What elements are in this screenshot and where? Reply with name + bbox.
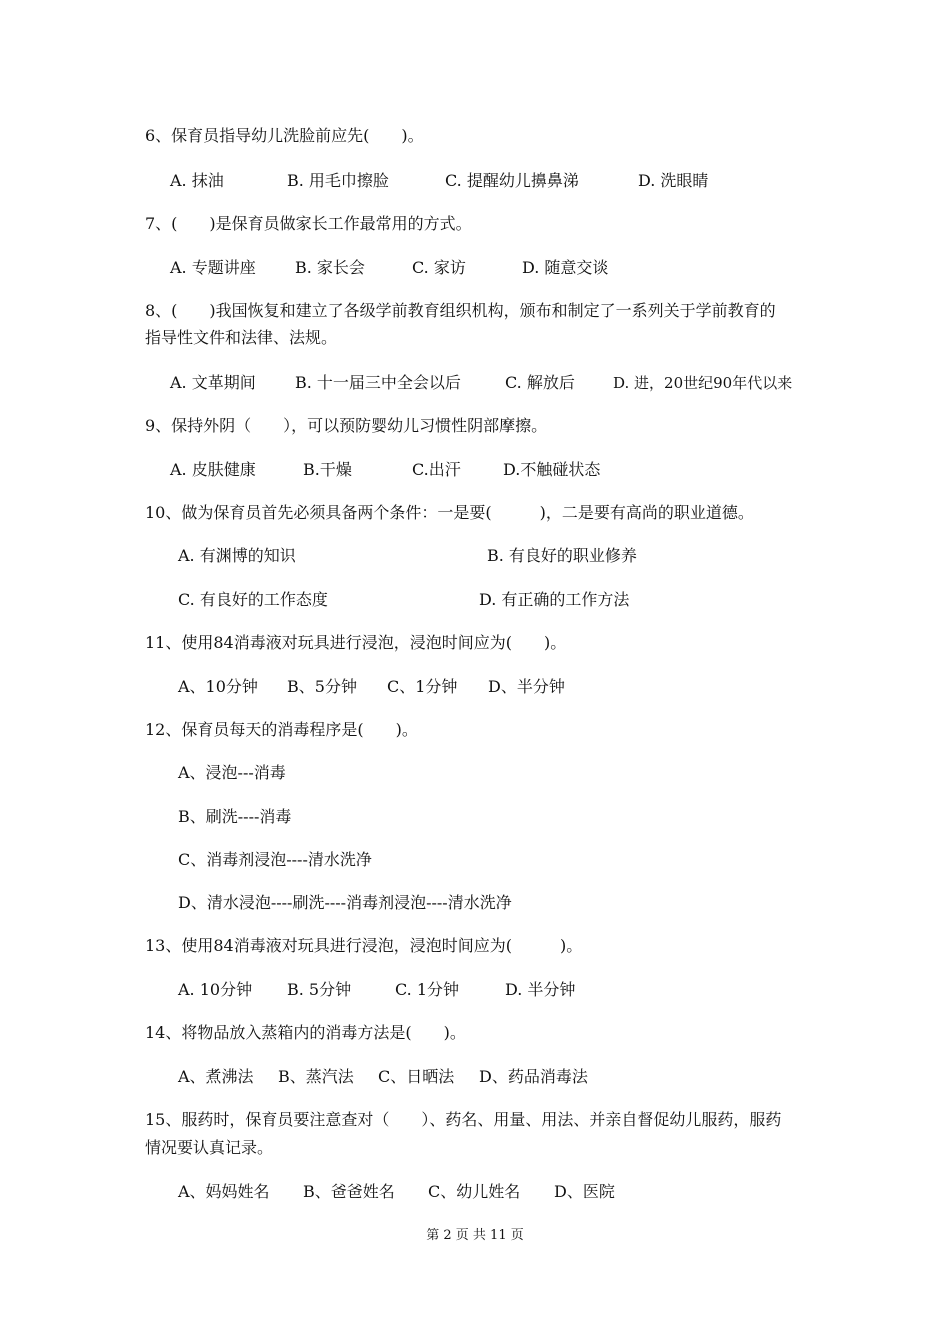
- question-11: 11、使用84消毒液对玩具进行浸泡，浸泡时间应为( )。: [145, 633, 567, 652]
- option-10c: C. 有良好的工作态度: [178, 590, 328, 609]
- option-10b: B. 有良好的职业修养: [487, 546, 637, 565]
- option-6b: B. 用毛巾擦脸: [287, 171, 389, 190]
- option-11d: D、半分钟: [488, 677, 565, 696]
- question-6: 6、保育员指导幼儿洗脸前应先( )。: [145, 126, 424, 145]
- page-footer: 第 2 页 共 11 页: [426, 1228, 524, 1243]
- option-15b: B、爸爸姓名: [303, 1182, 395, 1201]
- option-9b: B.干燥: [303, 460, 352, 479]
- question-8: 8、( )我国恢复和建立了各级学前教育组织机构，颁布和制定了一系列关于学前教育的: [145, 301, 776, 320]
- option-11a: A、10分钟: [178, 677, 258, 696]
- option-9d: D.不触碰状态: [503, 460, 601, 479]
- option-7d: D. 随意交谈: [522, 258, 609, 277]
- option-13b: B. 5分钟: [287, 980, 352, 999]
- option-7c: C. 家访: [412, 258, 466, 277]
- option-6c: C. 提醒幼儿擤鼻涕: [445, 171, 579, 190]
- question-15-cont: 情况要认真记录。: [145, 1138, 274, 1157]
- question-9: 9、保持外阴（ ），可以预防婴幼儿习惯性阴部摩擦。: [145, 416, 548, 435]
- option-8d: D. 进，20世纪90年代以来: [613, 374, 793, 392]
- option-14a: A、煮沸法: [178, 1067, 254, 1086]
- option-14c: C、日晒法: [378, 1067, 455, 1086]
- option-15c: C、幼儿姓名: [428, 1182, 521, 1201]
- option-14b: B、蒸汽法: [278, 1067, 354, 1086]
- option-6a: A. 抹油: [170, 171, 224, 190]
- option-13a: A. 10分钟: [178, 980, 253, 999]
- option-12c: C、消毒剂浸泡----清水洗净: [178, 850, 372, 869]
- option-8a: A. 文革期间: [170, 373, 256, 392]
- question-15: 15、服药时，保育员要注意查对（ ）、药名、用量、用法、并亲自督促幼儿服药，服药: [145, 1110, 782, 1129]
- option-10d: D. 有正确的工作方法: [479, 590, 630, 609]
- question-13: 13、使用84消毒液对玩具进行浸泡，浸泡时间应为( )。: [145, 936, 583, 955]
- option-14d: D、药品消毒法: [479, 1067, 588, 1086]
- option-7b: B. 家长会: [295, 258, 365, 277]
- question-8-cont: 指导性文件和法律、法规。: [145, 328, 338, 347]
- option-12a: A、浸泡---消毒: [178, 763, 286, 782]
- option-10a: A. 有渊博的知识: [178, 546, 296, 565]
- option-13d: D. 半分钟: [505, 980, 576, 999]
- question-12: 12、保育员每天的消毒程序是( )。: [145, 720, 418, 739]
- option-6d: D. 洗眼睛: [638, 171, 709, 190]
- question-10: 10、做为保育员首先必须具备两个条件：一是要( )，二是要有高尚的职业道德。: [145, 503, 754, 522]
- option-9a: A. 皮肤健康: [170, 460, 256, 479]
- option-11b: B、5分钟: [287, 677, 357, 696]
- option-15a: A、妈妈姓名: [178, 1182, 270, 1201]
- option-9c: C.出汗: [412, 460, 461, 479]
- option-8c: C. 解放后: [505, 373, 575, 392]
- option-13c: C. 1分钟: [395, 980, 460, 999]
- question-7: 7、( )是保育员做家长工作最常用的方式。: [145, 214, 472, 233]
- question-14: 14、将物品放入蒸箱内的消毒方法是( )。: [145, 1023, 466, 1042]
- option-12d: D、清水浸泡----刷洗----消毒剂浸泡----清水洗净: [178, 893, 512, 912]
- option-8b: B. 十一届三中全会以后: [295, 373, 461, 392]
- option-11c: C、1分钟: [387, 677, 458, 696]
- option-12b: B、刷洗----消毒: [178, 807, 292, 826]
- option-15d: D、医院: [554, 1182, 615, 1201]
- option-7a: A. 专题讲座: [170, 258, 256, 277]
